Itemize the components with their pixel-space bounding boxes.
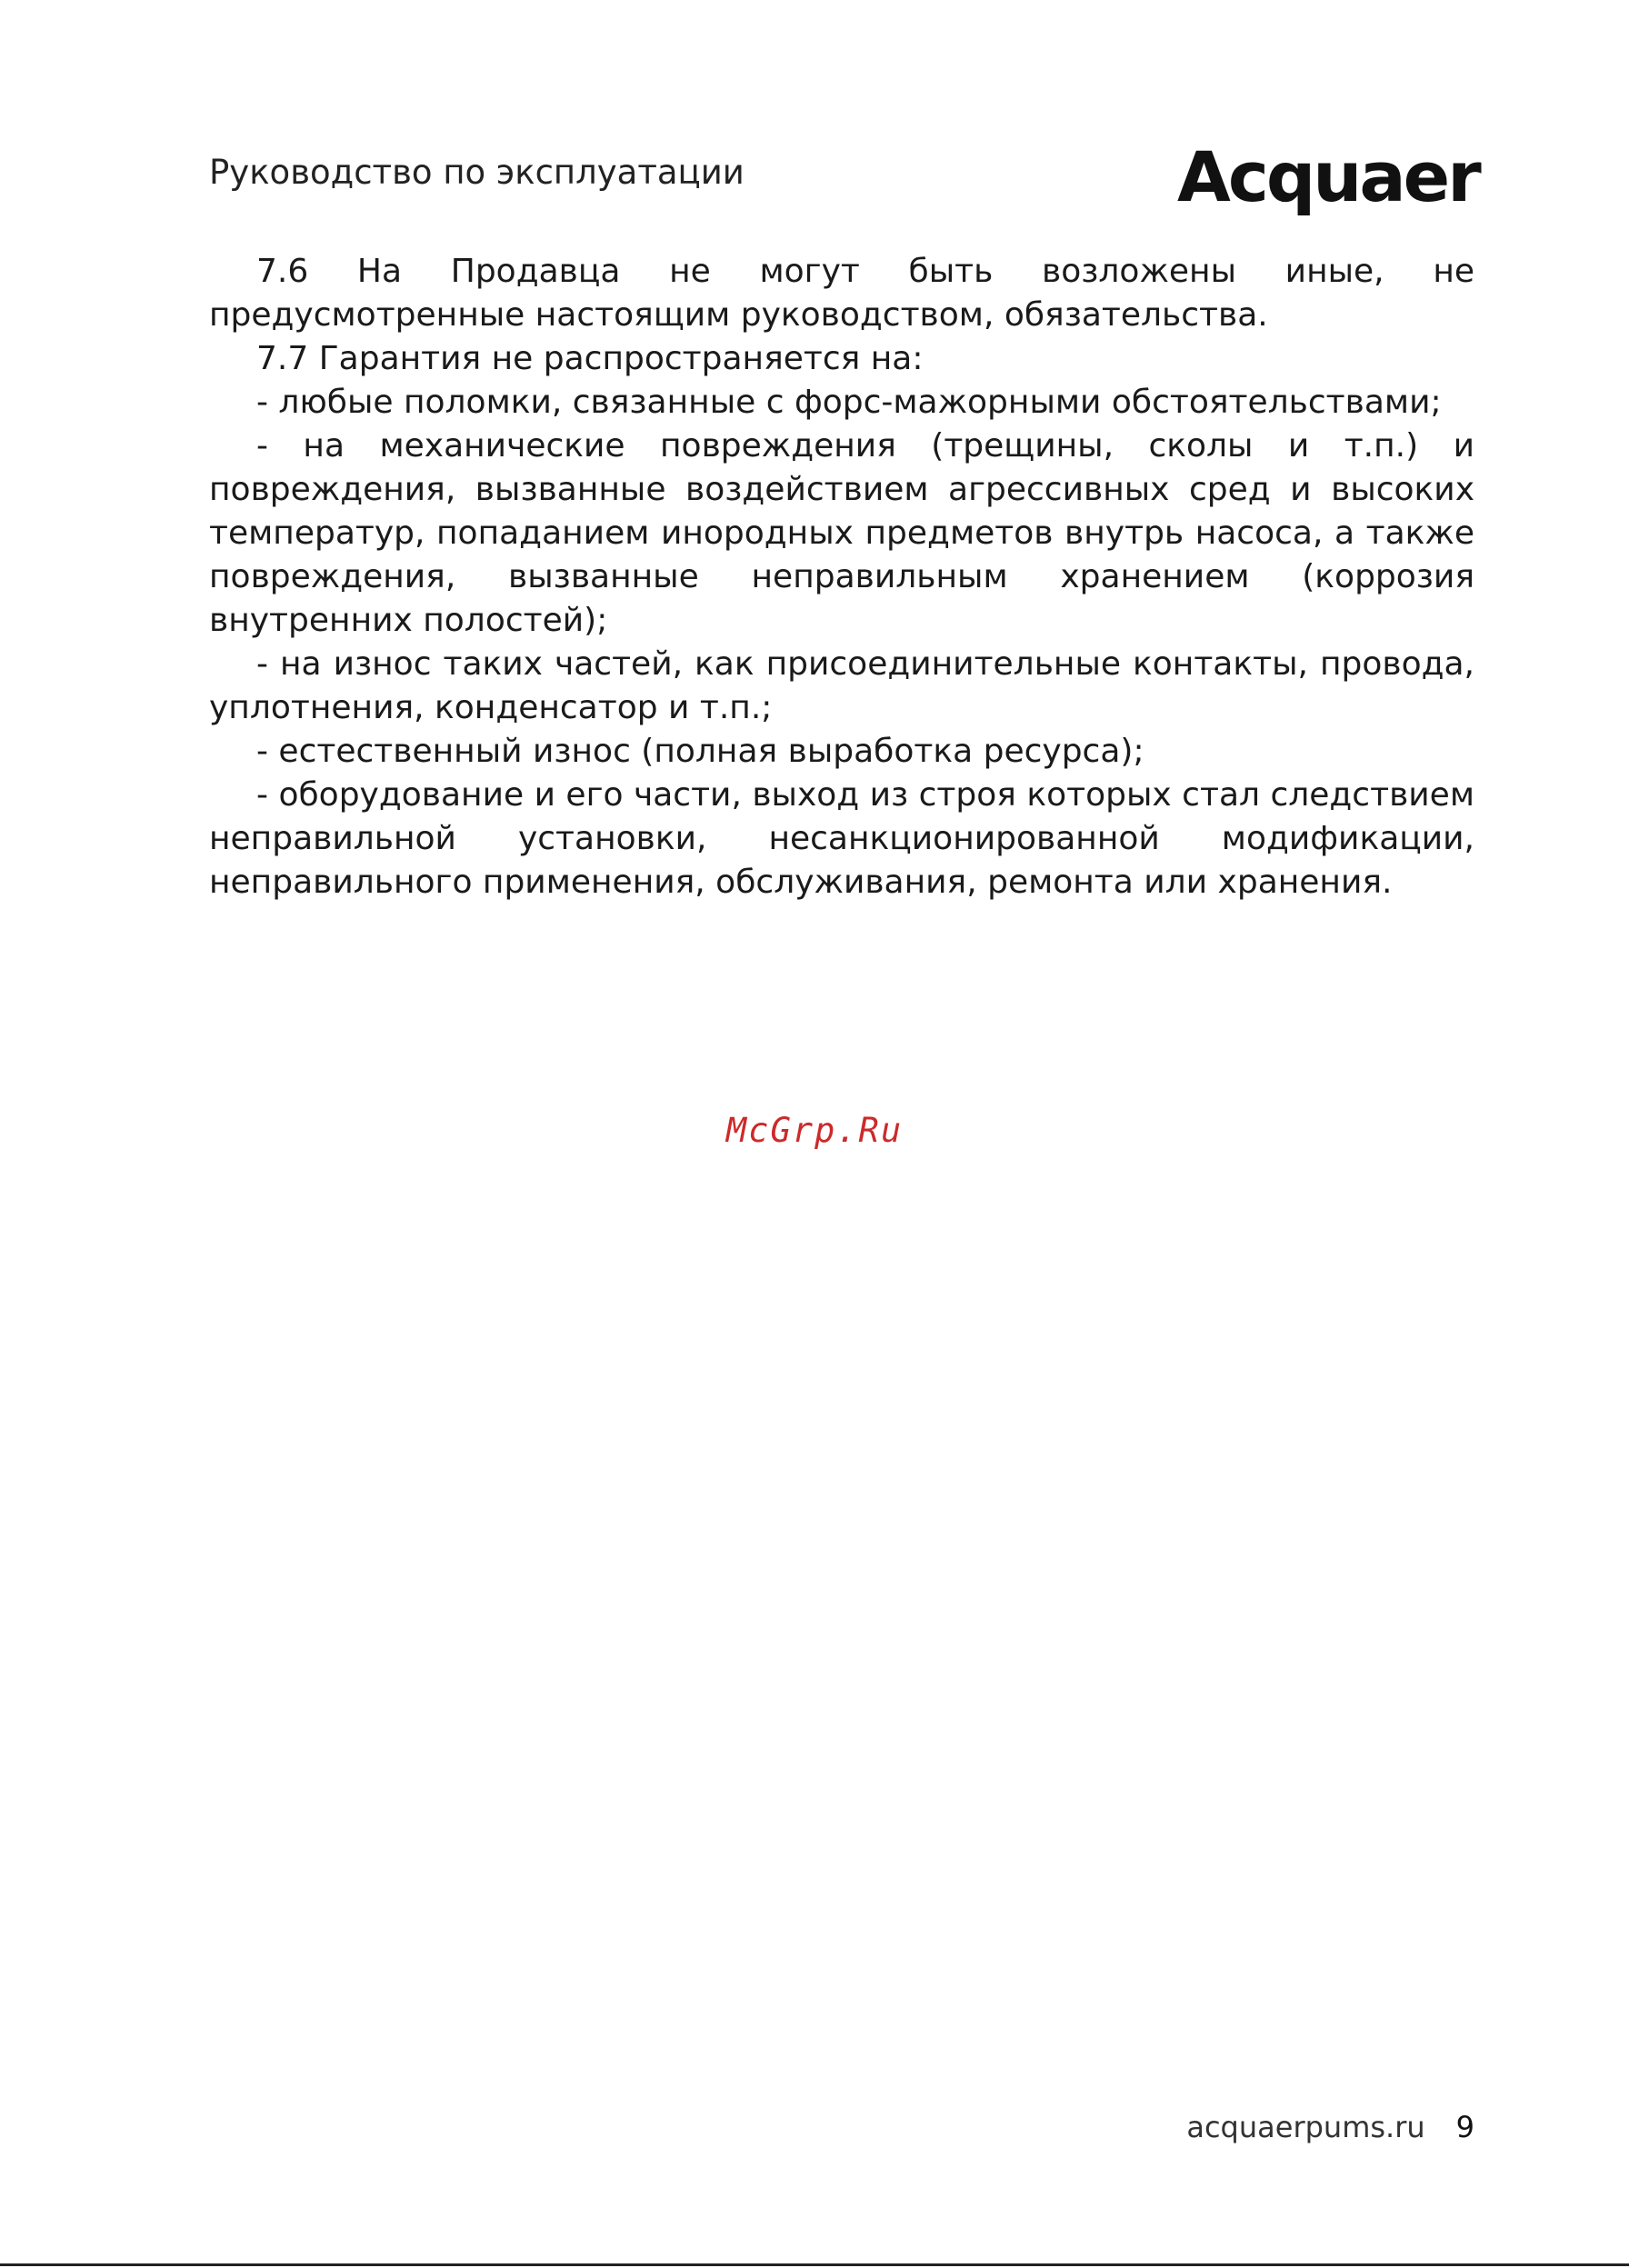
page-number: 9: [1455, 2110, 1474, 2144]
list-item-natural-wear: - естественный износ (полная выработка ресурса);: [256, 733, 1144, 770]
main-text: [209, 250, 1474, 904]
watermark-link[interactable]: McGrp.Ru: [725, 1111, 904, 1150]
list-item-mechanical-damage: - на механические повреждения (трещины, сколы и т.п.) и повреждения, вызванные воздействием агрессивных сред и высоких температур, попаданием инородных предметов внутрь насоса, а также повреждения, вызванные неправильным хранением (коррозия внутренних полостей);: [209, 427, 1474, 639]
bottom-divider: [0, 2263, 1629, 2266]
list-item-improper-use: - оборудование и его части, выход из строя которых стал следствием неправильной установки, несанкционированной модификации, неправильного применения, обслуживания, ремонта или хранения.: [209, 776, 1474, 901]
list-item-force-majeure: - любые поломки, связанные с форс-мажорными обстоятельствами;: [256, 384, 1442, 421]
document-title: Руководство по эксплуатации: [209, 153, 745, 192]
footer-website: acquaerpums.ru: [1186, 2110, 1425, 2144]
paragraph-7-7: 7.7 Гарантия не распространяется на:: [256, 340, 924, 377]
list-item-wear-parts: - на износ таких частей, как присоединительные контакты, провода, уплотнения, конденсатор и т.п.;: [209, 645, 1474, 726]
page-footer: [1186, 2109, 1474, 2145]
brand-logo: Acquaer: [1177, 136, 1479, 217]
paragraph-7-6: 7.6 На Продавца не могут быть возложены иные, не предусмотренные настоящим руководством, обязательства.: [209, 253, 1474, 334]
